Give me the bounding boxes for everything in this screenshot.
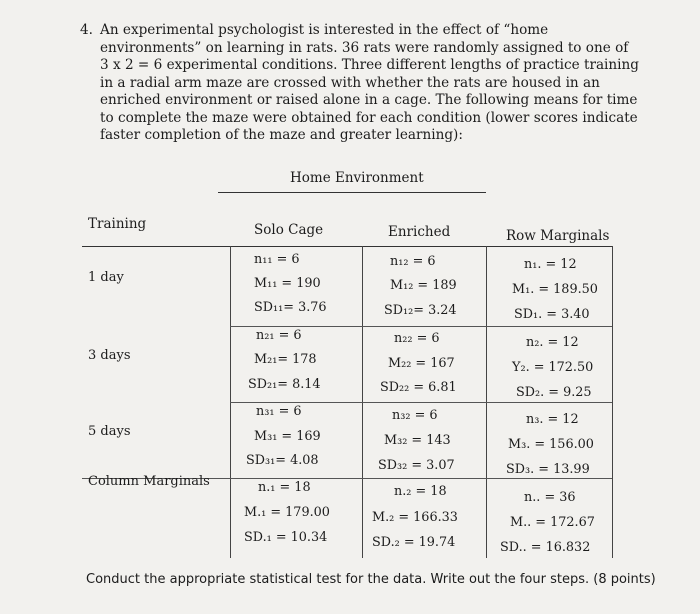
row-label-column-marginals: Column Marginals [88,474,210,489]
cell-mean-solo-1day: M₁₁ = 190 [254,276,321,291]
cell-n-marginal-5days: n₃. = 12 [526,412,579,427]
cell-n-enriched-3days: n₂₂ = 6 [394,331,440,346]
cell-n-enriched-colmarg: n.₂ = 18 [394,484,447,499]
cell-sd-enriched-5days: SD₃₂ = 3.07 [378,458,455,473]
cell-mean-marginal-5days: M₃. = 156.00 [508,437,594,452]
cell-n-solo-colmarg: n.₁ = 18 [258,480,311,495]
group-header-rule [218,192,486,193]
cell-sd-marginal-1day: SD₁. = 3.40 [514,307,590,322]
cell-n-enriched-1day: n₁₂ = 6 [390,254,436,269]
question-number: 4. [80,22,93,38]
cell-sd-marginal-5days: SD₃. = 13.99 [506,462,590,477]
cell-n-marginal-3days: n₂. = 12 [526,335,579,350]
cell-n-marginal-colmarg: n.. = 36 [524,490,576,505]
column-header-row-marginals: Row Marginals [506,228,610,244]
cell-n-solo-3days: n₂₁ = 6 [256,328,302,343]
row-divider [230,326,612,327]
row-label-3-days: 3 days [88,348,131,363]
cell-mean-enriched-5days: M₃₂ = 143 [384,433,451,448]
cell-n-marginal-1day: n₁. = 12 [524,257,577,272]
cell-n-solo-5days: n₃₁ = 6 [256,404,302,419]
cell-mean-solo-3days: M₂₁= 178 [254,352,317,367]
cell-sd-marginal-colmarg: SD.. = 16.832 [500,540,591,555]
cell-n-solo-1day: n₁₁ = 6 [254,252,300,267]
cell-sd-enriched-1day: SD₁₂= 3.24 [384,303,457,318]
instruction-text: Conduct the appropriate statistical test for the data. Write out the four steps. (8 points) [86,572,656,587]
cell-mean-marginal-colmarg: M.. = 172.67 [510,515,595,530]
cell-mean-solo-5days: M₃₁ = 169 [254,429,321,444]
cell-n-enriched-5days: n₃₂ = 6 [392,408,438,423]
column-header-solo-cage: Solo Cage [254,222,324,238]
column-header-training: Training [88,216,147,232]
cell-sd-enriched-3days: SD₂₂ = 6.81 [380,380,457,395]
cell-mean-marginal-3days: Y₂. = 172.50 [512,360,594,375]
group-header: Home Environment [290,170,424,186]
cell-mean-enriched-3days: M₂₂ = 167 [388,356,455,371]
cell-mean-enriched-colmarg: M.₂ = 166.33 [372,510,458,525]
cell-sd-solo-colmarg: SD.₁ = 10.34 [244,530,328,545]
row-label-1-day: 1 day [88,270,124,285]
cell-sd-marginal-3days: SD₂. = 9.25 [516,385,592,400]
cell-sd-solo-5days: SD₃₁= 4.08 [246,453,319,468]
cell-sd-solo-3days: SD₂₁= 8.14 [248,377,321,392]
question-block [80,22,640,145]
header-rule [82,246,612,247]
column-header-enriched: Enriched [388,224,451,240]
cell-sd-enriched-colmarg: SD.₂ = 19.74 [372,535,456,550]
cell-mean-marginal-1day: M₁. = 189.50 [512,282,598,297]
cell-sd-solo-1day: SD₁₁= 3.76 [254,300,327,315]
row-divider [230,402,612,403]
row-label-5-days: 5 days [88,424,131,439]
cell-mean-enriched-1day: M₁₂ = 189 [390,278,457,293]
question-text: An experimental psychologist is interested in the effect of “home environments” on learning in rats. 36 rats were randomly assigned to one of 3 x 2 = 6 experimental conditions. Three different lengths of practice training in a radial arm maze are crossed with whether the rats are housed in an enriched environment or raised alone in a cage. The following means for time to complete the maze were obtained for each condition (lower scores indicate faster completion of the maze and greater learning): [100,22,639,143]
column-divider [612,246,613,558]
cell-mean-solo-colmarg: M.₁ = 179.00 [244,505,330,520]
